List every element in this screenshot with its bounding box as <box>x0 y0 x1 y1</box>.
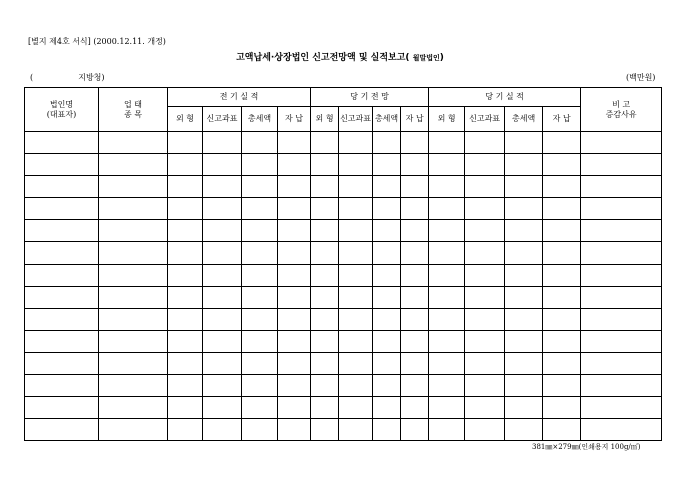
table-cell[interactable] <box>401 308 429 330</box>
table-cell[interactable] <box>25 286 99 308</box>
table-cell[interactable] <box>505 375 543 397</box>
sub-header-forecast-tax-base: 신고과표 <box>339 107 373 132</box>
form-id-label: [별지 제4호 서식] (2000.12.11. 개정) <box>28 37 166 46</box>
table-cell[interactable] <box>203 330 242 352</box>
table-cell[interactable] <box>99 286 168 308</box>
sub-header-forecast-total-tax: 총세액 <box>373 107 401 132</box>
table-row <box>25 220 662 242</box>
table-row <box>25 330 662 352</box>
table-cell[interactable] <box>465 352 505 374</box>
table-cell[interactable] <box>278 352 311 374</box>
table-cell[interactable] <box>278 419 311 441</box>
table-cell[interactable] <box>242 220 278 242</box>
table-cell[interactable] <box>465 154 505 176</box>
header-group-prev: 전 기 실 적 <box>168 88 311 107</box>
table-cell[interactable] <box>203 220 242 242</box>
header-item-label: 종 목 <box>124 109 142 119</box>
table-cell[interactable] <box>373 286 401 308</box>
paper-size-footnote: 381㎜×279㎜(인쇄용지 100g/㎡) <box>532 443 641 451</box>
table-cell[interactable] <box>278 264 311 286</box>
table-cell[interactable] <box>429 198 465 220</box>
table-cell[interactable] <box>242 264 278 286</box>
table-cell[interactable] <box>543 198 581 220</box>
table-row <box>25 198 662 220</box>
table-cell[interactable] <box>401 220 429 242</box>
table-cell[interactable] <box>311 242 339 264</box>
table-cell[interactable] <box>203 132 242 154</box>
table-cell[interactable] <box>373 419 401 441</box>
table-cell[interactable] <box>543 352 581 374</box>
table-cell[interactable] <box>168 330 203 352</box>
table-cell[interactable] <box>99 419 168 441</box>
table-cell[interactable] <box>99 176 168 198</box>
table-cell[interactable] <box>581 154 662 176</box>
table-cell[interactable] <box>311 352 339 374</box>
table-cell[interactable] <box>25 242 99 264</box>
table-cell[interactable] <box>465 419 505 441</box>
table-cell[interactable] <box>339 308 373 330</box>
table-cell[interactable] <box>505 330 543 352</box>
table-cell[interactable] <box>429 176 465 198</box>
table-cell[interactable] <box>581 308 662 330</box>
table-cell[interactable] <box>339 198 373 220</box>
table-cell[interactable] <box>429 375 465 397</box>
table-cell[interactable] <box>242 132 278 154</box>
table-cell[interactable] <box>581 375 662 397</box>
header-corp-name-label: 법인명 <box>49 100 74 110</box>
table-cell[interactable] <box>99 132 168 154</box>
table-cell[interactable] <box>373 220 401 242</box>
table-cell[interactable] <box>242 330 278 352</box>
table-cell[interactable] <box>581 397 662 419</box>
sub-header-prev-self-paid: 자 납 <box>278 107 311 132</box>
table-cell[interactable] <box>25 308 99 330</box>
table-cell[interactable] <box>505 352 543 374</box>
table-cell[interactable] <box>168 154 203 176</box>
table-cell[interactable] <box>429 264 465 286</box>
table-cell[interactable] <box>543 242 581 264</box>
table-cell[interactable] <box>242 154 278 176</box>
table-cell[interactable] <box>278 176 311 198</box>
table-cell[interactable] <box>242 419 278 441</box>
table-cell[interactable] <box>429 397 465 419</box>
table-cell[interactable] <box>168 132 203 154</box>
table-cell[interactable] <box>278 286 311 308</box>
table-cell[interactable] <box>311 198 339 220</box>
table-cell[interactable] <box>25 375 99 397</box>
table-cell[interactable] <box>25 132 99 154</box>
form-title <box>0 50 680 63</box>
table-cell[interactable] <box>429 220 465 242</box>
table-row <box>25 352 662 374</box>
table-cell[interactable] <box>429 330 465 352</box>
table-cell[interactable] <box>401 286 429 308</box>
title-close: ) <box>439 53 444 63</box>
table-cell[interactable] <box>505 308 543 330</box>
table-cell[interactable] <box>373 264 401 286</box>
table-cell[interactable] <box>543 308 581 330</box>
table-cell[interactable] <box>242 308 278 330</box>
table-cell[interactable] <box>581 419 662 441</box>
header-remarks <box>581 88 662 132</box>
table-cell[interactable] <box>373 198 401 220</box>
table-cell[interactable] <box>99 198 168 220</box>
table-cell[interactable] <box>99 264 168 286</box>
table-cell[interactable] <box>25 419 99 441</box>
table-cell[interactable] <box>168 308 203 330</box>
table-row <box>25 286 662 308</box>
table-cell[interactable] <box>373 352 401 374</box>
table-cell[interactable] <box>465 198 505 220</box>
table-cell[interactable] <box>339 419 373 441</box>
sub-header-current-total-tax: 총세액 <box>505 107 543 132</box>
table-row <box>25 375 662 397</box>
table-cell[interactable] <box>242 352 278 374</box>
table-cell[interactable] <box>543 154 581 176</box>
table-cell[interactable] <box>278 132 311 154</box>
table-cell[interactable] <box>339 132 373 154</box>
table-cell[interactable] <box>505 397 543 419</box>
table-cell[interactable] <box>401 419 429 441</box>
table-cell[interactable] <box>25 330 99 352</box>
table-cell[interactable] <box>242 176 278 198</box>
table-cell[interactable] <box>401 397 429 419</box>
table-cell[interactable] <box>25 264 99 286</box>
table-cell[interactable] <box>373 176 401 198</box>
header-group-forecast: 당 기 전 망 <box>311 88 429 107</box>
table-cell[interactable] <box>543 264 581 286</box>
sub-header-prev-revenue: 외 형 <box>168 107 203 132</box>
sub-header-current-revenue: 외 형 <box>429 107 465 132</box>
table-cell[interactable] <box>99 242 168 264</box>
table-cell[interactable] <box>203 198 242 220</box>
table-cell[interactable] <box>581 198 662 220</box>
table-cell[interactable] <box>505 264 543 286</box>
table-cell[interactable] <box>168 264 203 286</box>
title-main: 고액납세·상장법인 신고전망액 및 실적보고( <box>236 53 410 63</box>
table-cell[interactable] <box>242 286 278 308</box>
table-cell[interactable] <box>401 264 429 286</box>
report-table-body <box>25 132 662 441</box>
table-cell[interactable] <box>99 220 168 242</box>
table-row <box>25 176 662 198</box>
table-cell[interactable] <box>278 397 311 419</box>
table-cell[interactable] <box>311 154 339 176</box>
table-cell[interactable] <box>339 264 373 286</box>
table-cell[interactable] <box>543 176 581 198</box>
table-cell[interactable] <box>505 198 543 220</box>
table-cell[interactable] <box>505 132 543 154</box>
table-cell[interactable] <box>339 286 373 308</box>
table-cell[interactable] <box>339 154 373 176</box>
table-cell[interactable] <box>581 330 662 352</box>
table-cell[interactable] <box>203 264 242 286</box>
table-cell[interactable] <box>373 375 401 397</box>
table-cell[interactable] <box>465 308 505 330</box>
table-cell[interactable] <box>242 198 278 220</box>
table-cell[interactable] <box>465 132 505 154</box>
header-corp-rep-label: (대표자) <box>46 109 77 119</box>
table-cell[interactable] <box>99 308 168 330</box>
table-cell[interactable] <box>99 352 168 374</box>
table-cell[interactable] <box>203 419 242 441</box>
table-cell[interactable] <box>203 154 242 176</box>
table-cell[interactable] <box>203 352 242 374</box>
sub-header-prev-total-tax: 총세액 <box>242 107 278 132</box>
report-table <box>24 87 662 441</box>
header-industry <box>99 88 168 132</box>
table-cell[interactable] <box>543 419 581 441</box>
table-cell[interactable] <box>311 176 339 198</box>
table-cell[interactable] <box>168 419 203 441</box>
table-cell[interactable] <box>242 375 278 397</box>
table-cell[interactable] <box>465 375 505 397</box>
table-cell[interactable] <box>168 286 203 308</box>
table-cell[interactable] <box>465 242 505 264</box>
table-cell[interactable] <box>373 397 401 419</box>
table-cell[interactable] <box>168 375 203 397</box>
table-cell[interactable] <box>581 242 662 264</box>
table-cell[interactable] <box>581 220 662 242</box>
table-cell[interactable] <box>311 375 339 397</box>
table-cell[interactable] <box>465 264 505 286</box>
table-cell[interactable] <box>203 286 242 308</box>
table-cell[interactable] <box>581 132 662 154</box>
table-cell[interactable] <box>168 352 203 374</box>
table-cell[interactable] <box>505 286 543 308</box>
table-cell[interactable] <box>401 176 429 198</box>
table-row <box>25 154 662 176</box>
table-cell[interactable] <box>581 176 662 198</box>
table-cell[interactable] <box>401 375 429 397</box>
table-cell[interactable] <box>311 220 339 242</box>
table-cell[interactable] <box>505 154 543 176</box>
table-cell[interactable] <box>203 308 242 330</box>
table-cell[interactable] <box>278 330 311 352</box>
table-cell[interactable] <box>311 264 339 286</box>
table-cell[interactable] <box>25 176 99 198</box>
office-label: 지방청) <box>78 73 105 82</box>
table-cell[interactable] <box>373 242 401 264</box>
table-cell[interactable] <box>25 198 99 220</box>
table-cell[interactable] <box>373 308 401 330</box>
table-cell[interactable] <box>25 397 99 419</box>
unit-label: (백만원) <box>626 73 656 82</box>
table-cell[interactable] <box>311 308 339 330</box>
table-cell[interactable] <box>278 198 311 220</box>
table-cell[interactable] <box>581 286 662 308</box>
table-cell[interactable] <box>203 176 242 198</box>
table-row <box>25 264 662 286</box>
table-cell[interactable] <box>311 397 339 419</box>
table-cell[interactable] <box>99 330 168 352</box>
table-cell[interactable] <box>465 330 505 352</box>
sub-header-forecast-revenue: 외 형 <box>311 107 339 132</box>
table-cell[interactable] <box>505 176 543 198</box>
table-cell[interactable] <box>311 330 339 352</box>
table-cell[interactable] <box>203 397 242 419</box>
table-row <box>25 397 662 419</box>
office-open: ( <box>30 73 34 82</box>
table-cell[interactable] <box>278 154 311 176</box>
header-remarks-label: 비 고 <box>612 100 631 110</box>
table-cell[interactable] <box>401 198 429 220</box>
table-cell[interactable] <box>311 132 339 154</box>
table-cell[interactable] <box>465 220 505 242</box>
table-cell[interactable] <box>401 352 429 374</box>
table-cell[interactable] <box>339 330 373 352</box>
table-cell[interactable] <box>429 286 465 308</box>
table-cell[interactable] <box>339 220 373 242</box>
table-cell[interactable] <box>25 220 99 242</box>
table-cell[interactable] <box>401 154 429 176</box>
header-corp-name <box>25 88 99 132</box>
table-cell[interactable] <box>373 132 401 154</box>
table-cell[interactable] <box>339 352 373 374</box>
table-cell[interactable] <box>465 286 505 308</box>
table-cell[interactable] <box>339 375 373 397</box>
table-cell[interactable] <box>168 242 203 264</box>
table-cell[interactable] <box>543 397 581 419</box>
table-cell[interactable] <box>429 132 465 154</box>
table-cell[interactable] <box>543 330 581 352</box>
table-cell[interactable] <box>505 242 543 264</box>
table-cell[interactable] <box>278 375 311 397</box>
table-row <box>25 308 662 330</box>
table-cell[interactable] <box>429 154 465 176</box>
table-cell[interactable] <box>311 286 339 308</box>
table-cell[interactable] <box>373 154 401 176</box>
table-cell[interactable] <box>311 419 339 441</box>
sub-header-current-self-paid: 자 납 <box>543 107 581 132</box>
table-cell[interactable] <box>203 242 242 264</box>
sub-header-forecast-self-paid: 자 납 <box>401 107 429 132</box>
table-cell[interactable] <box>242 242 278 264</box>
table-cell[interactable] <box>99 397 168 419</box>
table-row <box>25 419 662 441</box>
table-cell[interactable] <box>429 308 465 330</box>
table-cell[interactable] <box>581 264 662 286</box>
table-cell[interactable] <box>505 419 543 441</box>
sub-header-prev-tax-base: 신고과표 <box>203 107 242 132</box>
table-cell[interactable] <box>401 242 429 264</box>
regional-office-field <box>30 72 105 83</box>
table-cell[interactable] <box>505 220 543 242</box>
table-cell[interactable] <box>168 176 203 198</box>
table-cell[interactable] <box>401 132 429 154</box>
table-cell[interactable] <box>25 154 99 176</box>
sub-header-current-tax-base: 신고과표 <box>465 107 505 132</box>
header-industry-label: 업 태 <box>124 100 142 110</box>
table-row <box>25 242 662 264</box>
table-cell[interactable] <box>373 330 401 352</box>
table-cell[interactable] <box>543 286 581 308</box>
table-cell[interactable] <box>278 220 311 242</box>
table-row <box>25 132 662 154</box>
table-cell[interactable] <box>339 242 373 264</box>
table-cell[interactable] <box>278 308 311 330</box>
table-cell[interactable] <box>168 198 203 220</box>
table-cell[interactable] <box>543 220 581 242</box>
table-cell[interactable] <box>242 397 278 419</box>
table-cell[interactable] <box>465 397 505 419</box>
title-sub: 월말법인 <box>412 54 440 62</box>
table-cell[interactable] <box>168 397 203 419</box>
table-cell[interactable] <box>25 352 99 374</box>
table-cell[interactable] <box>99 154 168 176</box>
table-cell[interactable] <box>203 375 242 397</box>
table-cell[interactable] <box>543 375 581 397</box>
table-cell[interactable] <box>465 176 505 198</box>
table-cell[interactable] <box>99 375 168 397</box>
header-change-reason-label: 증감사유 <box>605 109 637 119</box>
table-cell[interactable] <box>429 242 465 264</box>
table-cell[interactable] <box>278 242 311 264</box>
table-cell[interactable] <box>168 220 203 242</box>
table-cell[interactable] <box>429 352 465 374</box>
table-cell[interactable] <box>339 176 373 198</box>
table-cell[interactable] <box>339 397 373 419</box>
table-cell[interactable] <box>401 330 429 352</box>
table-cell[interactable] <box>543 132 581 154</box>
table-cell[interactable] <box>429 419 465 441</box>
table-cell[interactable] <box>581 352 662 374</box>
header-group-current: 당 기 실 적 <box>429 88 581 107</box>
